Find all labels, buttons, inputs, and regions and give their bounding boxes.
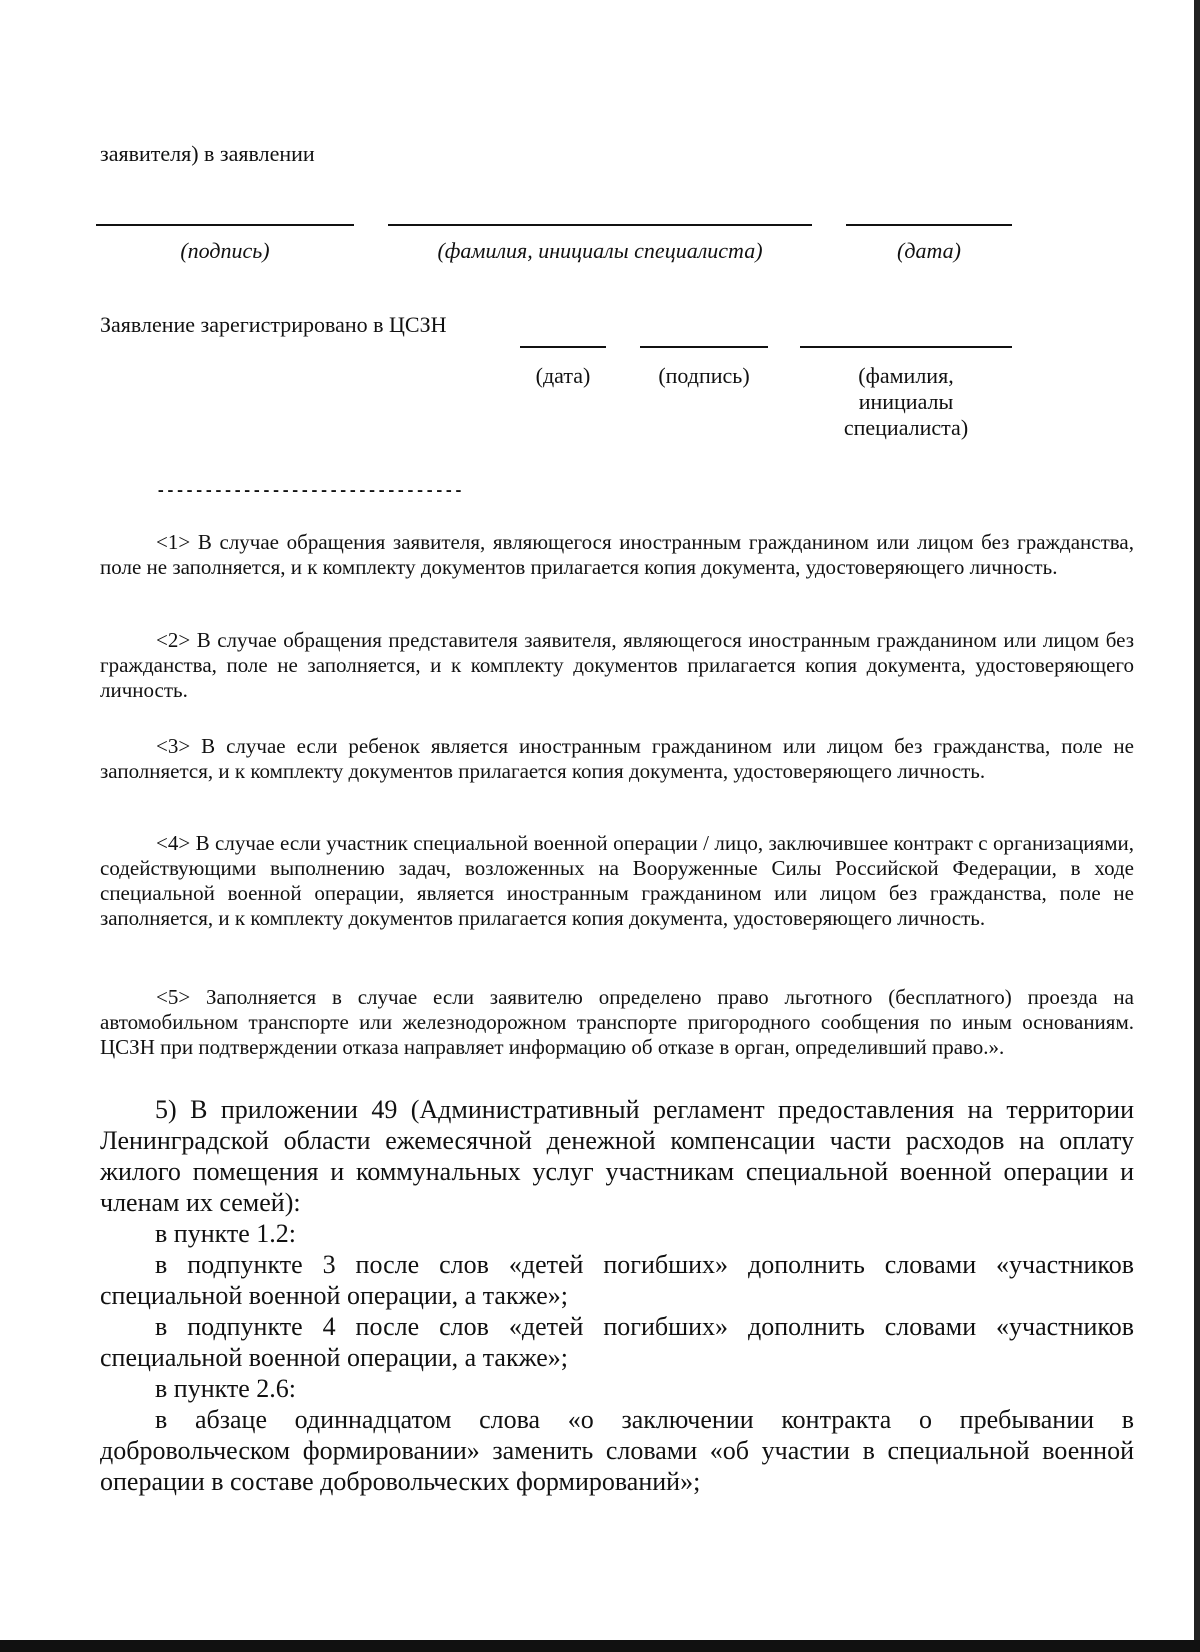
signature-line <box>96 224 354 226</box>
paragraph-subclause-4: в подпункте 4 после слов «детей погибших» дополнить словами «участников специальной военной операции, а также»; <box>100 1312 1134 1372</box>
specialist-name-line <box>388 224 812 226</box>
footnote-separator: -------------------------------- <box>156 482 464 500</box>
registration-date-line <box>520 346 606 348</box>
registration-signature-caption: (подпись) <box>658 363 750 388</box>
footnote-4: <4> В случае если участник специальной военной операции / лицо, заключившее контракт с организациями, содействующими выполнению задач, возложенных на Вооруженные Силы Российской Федерации, в ходе специальной военной операции, является иностранным гражданином или лицом без гражданства, поле не заполняется, и к комплекту документов прилагается копия документа, удостоверяющего личность. <box>100 831 1134 930</box>
scan-edge-right <box>1194 0 1200 1652</box>
footnote-5: <5> Заполняется в случае если заявителю определено право льготного (бесплатного) проезда на автомобильном транспорте или железнодорожном транспорте пригородного сообщения по иным основаниям. ЦСЗН при подтверждении отказа направляет информацию об отказе в орган, определивший право.». <box>100 985 1134 1059</box>
paragraph-clause-1-2: в пункте 1.2: <box>155 1219 297 1248</box>
paragraph-clause-2-6: в пункте 2.6: <box>155 1374 297 1403</box>
paragraph-paragraph-11: в абзаце одиннадцатом слова «о заключении контракта о пребывании в добровольческом формировании» заменить словами «об участии в специальной военной операции в составе добровольческих формирований»; <box>100 1405 1134 1496</box>
date-caption: (дата) <box>897 238 961 263</box>
paragraph-subclause-3: в подпункте 3 после слов «детей погибших» дополнить словами «участников специальной военной операции, а также»; <box>100 1250 1134 1310</box>
scan-edge-bottom <box>0 1640 1200 1652</box>
registration-label: Заявление зарегистрировано в ЦСЗН <box>100 312 447 337</box>
registration-specialist-line <box>800 346 1012 348</box>
paragraph-item-5: 5) В приложении 49 (Административный регламент предоставления на территории Ленинградской области ежемесячной денежной компенсации части расходов на оплату жилого помещения и коммунальных услуг участникам специальной военной операции и членам их семей): <box>100 1095 1134 1217</box>
footnote-2: <2> В случае обращения представителя заявителя, являющегося иностранным гражданином или лицом без гражданства, поле не заполняется, и к комплекту документов прилагается копия документа, удостоверяющего личность. <box>100 628 1134 702</box>
main-body <box>100 1094 1134 1497</box>
continuation-text: заявителя) в заявлении <box>100 141 315 166</box>
signature-caption: (подпись) <box>180 238 270 263</box>
specialist-caption: (фамилия, инициалы специалиста) <box>437 238 763 263</box>
registration-signature-line <box>640 346 768 348</box>
date-line <box>846 224 1012 226</box>
registration-specialist-caption: (фамилия, инициалы специалиста) <box>843 363 969 440</box>
registration-date-caption: (дата) <box>535 363 591 388</box>
footnote-1: <1> В случае обращения заявителя, являющегося иностранным гражданином или лицом без гражданства, поле не заполняется, и к комплекту документов прилагается копия документа, удостоверяющего личность. <box>100 530 1134 579</box>
footnote-3: <3> В случае если ребенок является иностранным гражданином или лицом без гражданства, поле не заполняется, и к комплекту документов прилагается копия документа, удостоверяющего личность. <box>100 734 1134 783</box>
